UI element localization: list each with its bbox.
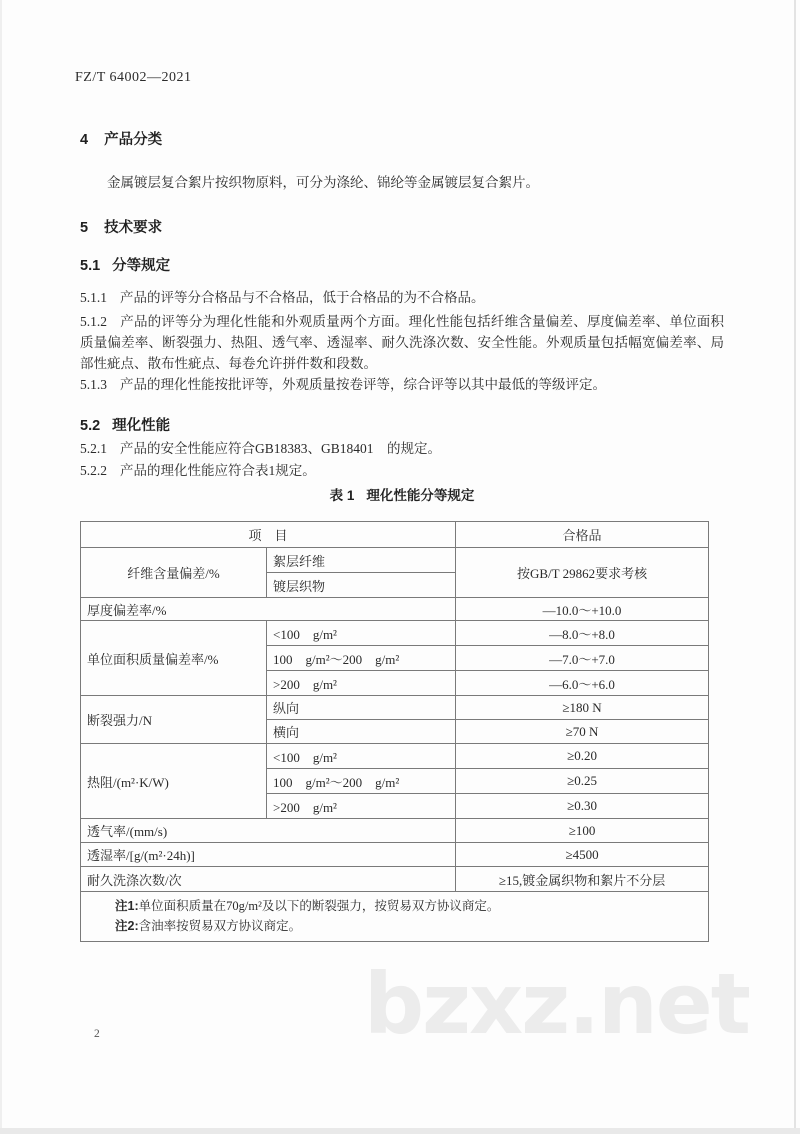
header-grade-cell: 合格品 [456, 522, 709, 548]
thermal-value-cell: ≥0.30 [456, 794, 709, 819]
thermal-value-cell: ≥0.20 [456, 744, 709, 769]
clause-5-1-3 [80, 374, 724, 395]
washing-label-cell: 耐久洗涤次数/次 [81, 867, 456, 892]
table-row [81, 548, 709, 573]
table-header-row [81, 522, 709, 548]
clause-number: 5.1.1 [80, 290, 107, 305]
table-row [81, 819, 709, 843]
standard-number: FZ/T 64002—2021 [75, 70, 192, 85]
table-row [81, 696, 709, 720]
section-title: 技术要求 [104, 220, 163, 236]
section-number: 4 [80, 132, 89, 148]
watermark: bzxz.net [364, 955, 749, 1053]
section-5-heading [80, 216, 724, 237]
strength-label-cell: 断裂强力/N [81, 696, 267, 744]
mass-cond-cell: <100 g/m² [267, 621, 456, 646]
note-label: 注2: [115, 919, 139, 933]
thermal-cond-cell: 100 g/m²～200 g/m² [267, 769, 456, 794]
clause-text: 产品的评等分为理化性能和外观质量两个方面。理化性能包括纤维含量偏差、厚度偏差率、单位面积质量偏差率、断裂强力、热阻、透气率、透湿率、耐久洗涤次数、安全性能。外观质量包括幅宽偏差率、局部性疵点、散布性疵点、每卷允许拼件数和段数。 [80, 314, 724, 371]
washing-value-cell: ≥15,镀金属织物和絮片不分层 [456, 867, 709, 892]
mass-cond-cell: >200 g/m² [267, 671, 456, 696]
clause-5-1-2 [80, 311, 724, 374]
clause-text: 产品的理化性能按批评等，外观质量按卷评等，综合评等以其中最低的等级评定。 [120, 377, 606, 392]
mass-value-cell: —8.0～+8.0 [456, 621, 709, 646]
clause-number: 5.2.1 [80, 441, 107, 456]
scan-edge-bottom [0, 1128, 800, 1134]
header-item-cell: 项 目 [81, 522, 456, 548]
table-label: 表 1 [329, 488, 355, 503]
table-row [81, 598, 709, 621]
thickness-value-cell: —10.0～+10.0 [456, 598, 709, 621]
section-title: 产品分类 [104, 132, 163, 148]
thermal-cond-cell: >200 g/m² [267, 794, 456, 819]
mass-value-cell: —7.0～+7.0 [456, 646, 709, 671]
thermal-label-cell: 热阻/(m²·K/W) [81, 744, 267, 819]
strength-value-cell: ≥70 N [456, 720, 709, 744]
page-number: 2 [94, 1028, 100, 1040]
note-text: 单位面积质量在70g/m²及以下的断裂强力，按贸易双方协议商定。 [138, 899, 500, 913]
mass-label-cell: 单位面积质量偏差率/% [81, 621, 267, 696]
section-title: 分等规定 [112, 258, 171, 274]
clause-text: 产品的安全性能应符合GB18383、GB18401 的规定。 [120, 441, 442, 456]
clause-5-2-2 [80, 460, 724, 481]
table-notes-cell [81, 892, 709, 942]
thermal-value-cell: ≥0.25 [456, 769, 709, 794]
mass-cond-cell: 100 g/m²～200 g/m² [267, 646, 456, 671]
clause-text: 产品的理化性能应符合表1规定。 [120, 463, 316, 478]
fiber-sub2-cell: 镀层织物 [267, 573, 456, 598]
clause-text: 产品的评等分合格品与不合格品，低于合格品的为不合格品。 [120, 290, 485, 305]
table-row [81, 843, 709, 867]
strength-cond-cell: 横向 [267, 720, 456, 744]
strength-value-cell: ≥180 N [456, 696, 709, 720]
clause-number: 5.2.2 [80, 463, 107, 478]
clause-5-2-1 [80, 438, 724, 459]
section-title: 理化性能 [112, 418, 171, 434]
table-row [81, 867, 709, 892]
clause-5-1-1 [80, 287, 724, 308]
table-title: 理化性能分等规定 [366, 488, 475, 503]
section-5-2-heading [80, 414, 724, 435]
section-number: 5.2 [80, 418, 101, 434]
table-row [81, 744, 709, 769]
section-4-heading [80, 128, 724, 149]
table-1-physical-properties [80, 521, 709, 942]
scan-edge-right [794, 0, 796, 1134]
section-5-1-heading [80, 254, 724, 275]
table-notes-row [81, 892, 709, 942]
note-2 [115, 916, 700, 936]
strength-cond-cell: 纵向 [267, 696, 456, 720]
thermal-cond-cell: <100 g/m² [267, 744, 456, 769]
clause-number: 5.1.2 [80, 314, 107, 329]
fiber-label-cell: 纤维含量偏差/% [81, 548, 267, 598]
clause-number: 5.1.3 [80, 377, 107, 392]
table-1-caption [80, 484, 724, 504]
fiber-sub1-cell: 絮层纤维 [267, 548, 456, 573]
scan-edge-left [0, 0, 2, 1134]
note-text: 含油率按贸易双方协议商定。 [138, 919, 302, 933]
air-value-cell: ≥100 [456, 819, 709, 843]
fiber-value-cell: 按GB/T 29862要求考核 [456, 548, 709, 598]
note-label: 注1: [115, 899, 139, 913]
moisture-label-cell: 透湿率/[g/(m²·24h)] [81, 843, 456, 867]
section-number: 5.1 [80, 258, 101, 274]
thickness-label-cell: 厚度偏差率/% [81, 598, 456, 621]
section-number: 5 [80, 220, 89, 236]
table-row [81, 621, 709, 646]
note-1 [115, 896, 700, 916]
section-4-paragraph: 金属镀层复合絮片按织物原料，可分为涤纶、锦纶等金属镀层复合絮片。 [107, 175, 539, 190]
mass-value-cell: —6.0～+6.0 [456, 671, 709, 696]
moisture-value-cell: ≥4500 [456, 843, 709, 867]
air-label-cell: 透气率/(mm/s) [81, 819, 456, 843]
